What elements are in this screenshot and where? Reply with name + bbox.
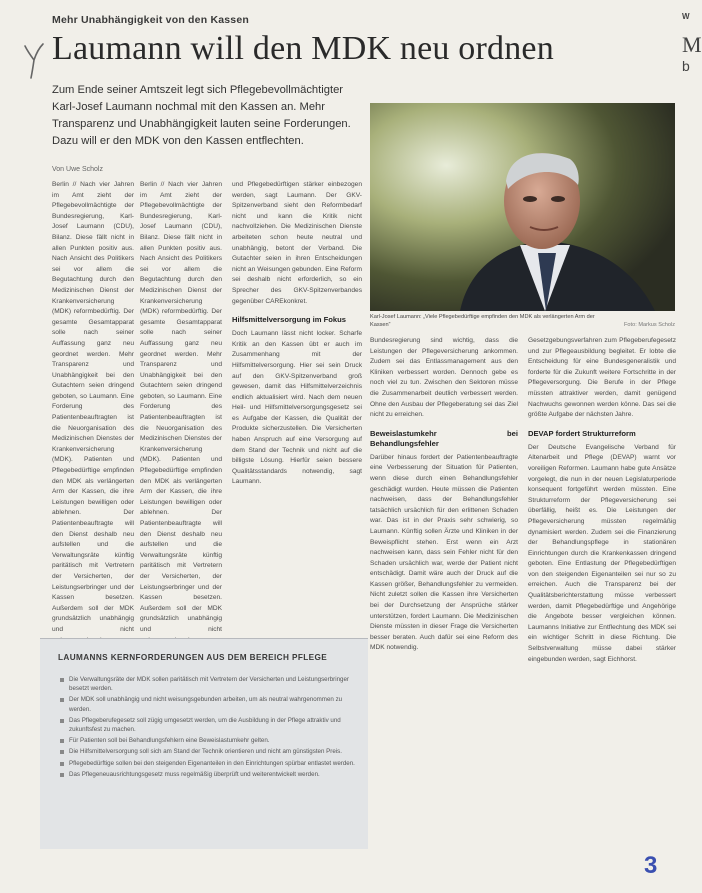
key-demand-item: Für Patienten soll bei Behandlungsfehlern eine Beweislastumkehr gelten.	[60, 736, 360, 745]
column-2a-text: und Pflegebedürftigen stärker einbezogen werden, sagt Laumann. Der GKV-Spitzenverband sieht den Reformbedarf nicht und kann die Kritik nicht nachvollziehen. Die Medizinischen Dienste arbeiteten schon heute neutral und unabhängig, betont der Verband. Die Gutachter seien in ihren Entscheidungen nicht an Weisungen gebunden. Eine Reform sei deshalb nicht erforderlich, so ein Sprecher des GKV-Spitzenverbandes gegenüber CAREkonkret.	[232, 181, 362, 305]
key-demand-item: Das Pflegeberufegesetz soll zügig umgesetzt werden, um die Ausbildung in der Pflege attraktiv und zukunftsfest zu machen.	[60, 716, 360, 734]
column-2b-text: Doch Laumann lässt nicht locker. Scharfe Kritik an den Kassen übt er auch im Zusammenhang mit der Hilfsmittelversorgung. Hier sei sein Druck auf den GKV-Spitzenverband groß gewesen, damit das Hilfsmittelverzeichnis endlich aktualisiert wird. Nach dem neuen Heil- und Hilfsmittelversorgungsgesetz sei es Aufgabe der Kassen, die Qualität der Produkte sicherzustellen. Die Versicherten haben Anspruch auf eine Versorgung auf dem Stand der Technik und nicht auf die billigste Lösung. Hierfür seien bessere Qualitätsstandards notwendig, sagt Laumann.	[232, 330, 362, 486]
article-lead: Zum Ende seiner Amtszeit legt sich Pflegebevollmächtigter Karl-Josef Laumann nochmal mit den Kassen an. Mehr Transparenz und Unabhängigkeit lauten seine Forderungen. Dazu will er den MDK von den Kassen entflechten.	[52, 84, 351, 147]
key-demand-item: Die Verwaltungsräte der MDK sollen paritätisch mit Vertretern der Versicherten und Leistungserbringer besetzt werden.	[60, 675, 360, 693]
article-column-3	[370, 336, 518, 856]
key-demand-item: Pflegebedürftige sollen bei den steigenden Eigenanteilen in den Einrichtungen spürbar entlastet werden.	[60, 759, 360, 768]
adjacent-subline-fragment: b	[682, 58, 690, 74]
key-demands-title: LAUMANNS KERNFORDERUNGEN AUS DEM BEREICH PFLEGE	[58, 653, 328, 662]
portrait-illustration	[370, 103, 675, 311]
key-demands-box	[40, 638, 368, 849]
adjacent-headline-fragment: M	[682, 32, 702, 57]
column-1b-text: Berlin // Nach vier Jahren im Amt zieht der Pflegebevollmächtigte der Bundesregierung, Karl-Josef Laumann (CDU), Bilanz. Diese fällt nicht in allen Punkten positiv aus. Nach Ansicht des Politikers sei vor allem die Begutachtung durch den Medizinischen Dienst der Krankenversicherung (MDK) reformbedürftig. Der gesamte Gesamtapparat solle nach seiner Auffassung ganz neu geordnet werden. Mehr Transparenz und Unabhängigkeit bei den Gutachtern seien dringend geboten, so Laumann. Eine Forderung des Patientenbeauftragten ist die Neuorganisation des Medizinischen Dienstes der Krankenversicherung (MDK). Patienten und Pflegebedürftige empfinden den MDK als verlängerten Arm der Kassen, die ihre Leistungen bewilligen oder ablehnen. Der Patientenbeauftragte will den Dienst deshalb neu aufstellen und die Verwaltungsräte künftig paritätisch mit Vertretern der Versicherten, der Leistungserbringer und der Kassen besetzen. Außerdem soll der MDK grundsätzlich unabhängig und nicht	[140, 181, 222, 633]
caption-text: Karl-Josef Laumann: „Viele Pflegebedürftige empfinden den MDK als verlängerten Arm der Kassen“	[370, 314, 595, 328]
portrait-photo	[370, 103, 675, 311]
column-2-heading: Hilfsmittelversorgung im Fokus	[232, 315, 346, 325]
article-byline: Von Uwe Scholz	[52, 166, 103, 173]
key-demands-list	[60, 675, 360, 781]
key-demand-item: Die Hilfsmittelversorgung soll sich am Stand der Technik orientieren und nicht am günstigsten Preis.	[60, 747, 360, 756]
column-4a-text: Gesetzgebungsverfahren zum Pflegeberufegesetz und zur Pflegeausbildung begleitet. Er lobte die Entscheidung für eine Bundesgeneralistik und forderte für die Zukunft weitere Fortschritte in der Pflegeversorgung. Die Berufe in der Pflege müssten attraktiver werden, damit genügend Nachwuchs gewonnen werden könne. Das sei die größte Aufgabe der nächsten Jahre.	[528, 337, 676, 419]
article-column-1	[52, 180, 134, 633]
article-headline: Laumann will den MDK neu ordnen	[52, 30, 554, 67]
column-3a-text: Bundesregierung sind wichtig, dass die Leistungen der Pflegeversicherung ankommen. Zudem sei das Entlassmanagement aus den Kliniken verbessert worden. Dennoch gebe es noch viel zu tun. Zwischen den Sektoren müsse die Zusammenarbeit deutlich verbessert werden. Ohne den Ausbau der Pflegeberatung sei das Ziel nicht zu erreichen.	[370, 337, 518, 419]
adjacent-kicker-fragment: W	[682, 12, 690, 21]
column-3-heading: Beweislastumkehr bei Behandlungsfehler	[370, 428, 518, 448]
article-column-2	[232, 180, 362, 620]
article-column-4	[528, 336, 676, 856]
column-1-text: Berlin // Nach vier Jahren im Amt zieht der Pflegebevollmächtigte der Bundesregierung, Karl-Josef Laumann (CDU), Bilanz. Diese fällt nicht in allen Punkten positiv aus. Nach Ansicht des Politikers sei vor allem die Begutachtung durch den Medizinischen Dienst der Krankenversicherung (MDK) reformbedürftig. Der gesamte Gesamtapparat solle nach seiner Auffassung ganz neu geordnet werden. Mehr Transparenz und Unabhängigkeit bei den Gutachtern seien dringend geboten, so Laumann. Eine Forderung des Patientenbeauftragten ist die Neuorganisation des Medizinischen Dienstes der Krankenversicherung (MDK). Patienten und Pflegebedürftige empfinden den MDK als verlängerten Arm der Kassen, die ihre Leistungen bewilligen oder ablehnen. Der Patientenbeauftragte will den Dienst deshalb neu aufstellen und die Verwaltungsräte künftig paritätisch mit Vertretern der Versicherten, der Leistungserbringer und der Kassen besetzen. Außerdem soll der MDK grundsätzlich unabhängig und nicht	[52, 181, 134, 633]
handwritten-check-mark	[22, 40, 46, 80]
photo-credit: Foto: Markus Scholz	[624, 322, 675, 328]
key-demand-item: Der MDK soll unabhängig und nicht weisungsgebunden arbeiten, um als neutral wahrgenommen zu werden.	[60, 695, 360, 713]
photo-caption	[370, 314, 675, 329]
column-4-heading: DEVAP fordert Strukturreform	[528, 428, 636, 438]
article-column-1b	[140, 180, 222, 633]
column-3b-text: Darüber hinaus fordert der Patientenbeauftragte eine Verbesserung der Situation für Patienten, wenn diese durch einen Behandlungsfehler geschädigt wurden. Heute müssen die Patienten nachweisen, dass der Behandlungsfehler tatsächlich ursächlich für den erlittenen Schaden war. Das ist in der Praxis sehr schwierig, so Laumann. Künftig sollen Ärzte und Kliniken in der Beweispflicht stehen. Erst wenn ein Arzt nachweisen kann, dass sein Fehler nicht für den Schaden ursächlich war, werde der Patient nicht entschädigt. Damit wäre auch der Druck auf die Kassen größer, Behandlungsfehler zu vermeiden. Nicht zuletzt sollen die Kassen ihre Versicherten bei der Durchsetzung der Ansprüche stärker unterstützen, fordert Laumann. Die Medizinischen Dienste müssten in dieser Frage die Versicherten besser beraten. Auch dafür sei eine Reform des MDK notwendig.	[370, 453, 518, 652]
key-demand-item: Das Pflegeneuausrichtungsgesetz muss regelmäßig überprüft und weiterentwickelt werden.	[60, 770, 360, 779]
adjacent-article-edge	[680, 0, 702, 893]
article-kicker: Mehr Unabhängigkeit von den Kassen	[52, 14, 249, 26]
handwritten-page-number: 3	[644, 852, 658, 879]
column-4b-text: Der Deutsche Evangelische Verband für Altenarbeit und Pflege (DEVAP) warnt vor voreiligen Reformen. Laumann habe gute Ansätze vorgelegt, die nun in der neuen Legislaturperiode konsequent fortgeführt werden müssten. Eine Strukturreform der Pflegeversicherung sei überfällig, heißt es. Die Leistungen der Pflegeversicherung müssten regelmäßig dynamisiert werden. Zudem sei die Finanzierung der Behandlungspflege in stationären Einrichtungen durch die Krankenkassen dringend geboten. Eine Entlastung der Pflegebedürftigen von den steigenden Eigenanteilen sei nur so zu erreichen. Auch die Transparenz bei der Qualitätsberichterstattung müsse verbessert werden, damit Pflegebedürftige und Angehörige die Angebote besser vergleichen können. Laumanns Initiative zur Entflechtung des MDK sei ein wichtiger Schritt in diese Richtung. Die Selbstverwaltung müsse dabei stärker eingebunden werden, sagt Eichhorst.	[528, 443, 676, 663]
